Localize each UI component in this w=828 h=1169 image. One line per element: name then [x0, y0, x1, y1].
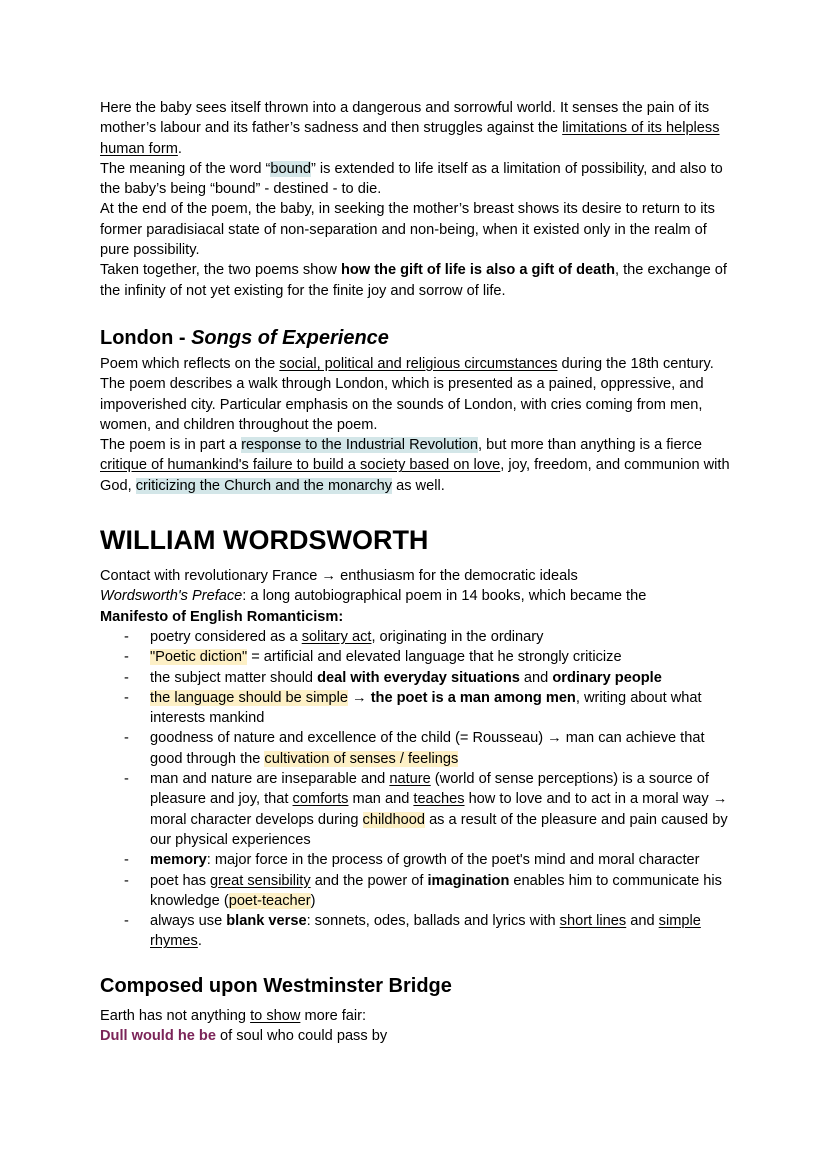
highlighted-phrase: criticizing the Church and the monarchy	[135, 477, 393, 494]
intro-paragraph-3: At the end of the poem, the baby, in seeking the mother’s breast shows its desire to return to its former paradisiacal state of non-separation and non-being, when it existed only in the realm of pure possibility.	[100, 201, 715, 259]
list-item: - poetry considered as a solitary act, originating in the ordinary	[100, 627, 732, 647]
list-item: - poet has great sensibility and the power of imagination enables him to communicate his knowledge (poet-teacher)	[100, 871, 732, 912]
london-paragraph-2: The poem describes a walk through London, which is presented as a pained, oppressive, and impoverished city. Particular emphasis on the sounds of London, with cries coming from men, women, and children throughout the poem.	[100, 376, 704, 433]
london-paragraph-1: Poem which reflects on the social, political and religious circumstances during the 18th century.	[100, 355, 714, 372]
wordsworth-heading: WILLIAM WORDSWORTH	[100, 525, 429, 556]
list-item: - "Poetic diction" = artificial and elevated language that he strongly criticize	[100, 647, 732, 667]
underlined-phrase: social, political and religious circumstances	[279, 355, 558, 372]
list-item: - the language should be simple → the poet is a man among men, writing about what interests mankind	[100, 688, 732, 729]
wordsworth-line-2: Wordsworth's Preface: a long autobiographical poem in 14 books, which became the	[100, 588, 647, 605]
underlined-phrase: critique of humankind's failure to build a society based on love	[100, 457, 501, 474]
intro-paragraph-4: Taken together, the two poems show how the gift of life is also a gift of death, the exchange of the infinity of not yet existing for the finite joy and sorrow of life.	[100, 262, 727, 299]
wordsworth-line-1: Contact with revolutionary France → enthusiasm for the democratic ideals	[100, 568, 578, 585]
bold-phrase: how the gift of life is also a gift of death	[340, 262, 615, 279]
manifesto-list	[100, 627, 732, 952]
london-heading: London - Songs of Experience	[100, 326, 389, 349]
document-page	[100, 98, 732, 1046]
westminster-line-2: Dull would he be of soul who could pass by	[100, 1027, 388, 1044]
list-item: - memory: major force in the process of growth of the poet's mind and moral character	[100, 850, 732, 870]
underlined-phrase: limitations of its helpless human form	[100, 120, 720, 157]
intro-paragraph-2: The meaning of the word “bound” is extended to life itself as a limitation of possibility, and also to the baby’s being “bound” - destined - to die.	[100, 160, 723, 198]
westminster-line-1: Earth has not anything to show more fair:	[100, 1007, 367, 1024]
list-item: - goodness of nature and excellence of the child (= Rousseau) → man can achieve that good through the cultivation of senses / feelings	[100, 728, 732, 769]
list-item: - man and nature are inseparable and nature (world of sense perceptions) is a source of pleasure and joy, that comforts man and teaches how to love and to act in a moral way → moral character develops during childhood as a result of the pleasure and pain caused by our physical experiences	[100, 769, 732, 850]
london-paragraph-3: The poem is in part a response to the Industrial Revolution, but more than anything is a fierce critique of humankind's failure to build a society based on love, joy, freedom, and communion with God, criticizing the Church and the monarchy as well.	[100, 437, 730, 494]
westminster-heading: Composed upon Westminster Bridge	[100, 974, 452, 997]
highlighted-phrase: response to the Industrial Revolution	[241, 437, 479, 454]
highlighted-word: bound	[270, 160, 311, 177]
wordsworth-line-3: Manifesto of English Romanticism:	[100, 608, 344, 625]
list-item: - always use blank verse: sonnets, odes, ballads and lyrics with short lines and simple rhymes.	[100, 911, 732, 952]
intro-paragraph-1: Here the baby sees itself thrown into a dangerous and sorrowful world. It senses the pain of its mother’s labour and its father’s sadness and then struggles against the limitations of its helpless human form.	[100, 100, 720, 157]
list-item: - the subject matter should deal with everyday situations and ordinary people	[100, 668, 732, 688]
